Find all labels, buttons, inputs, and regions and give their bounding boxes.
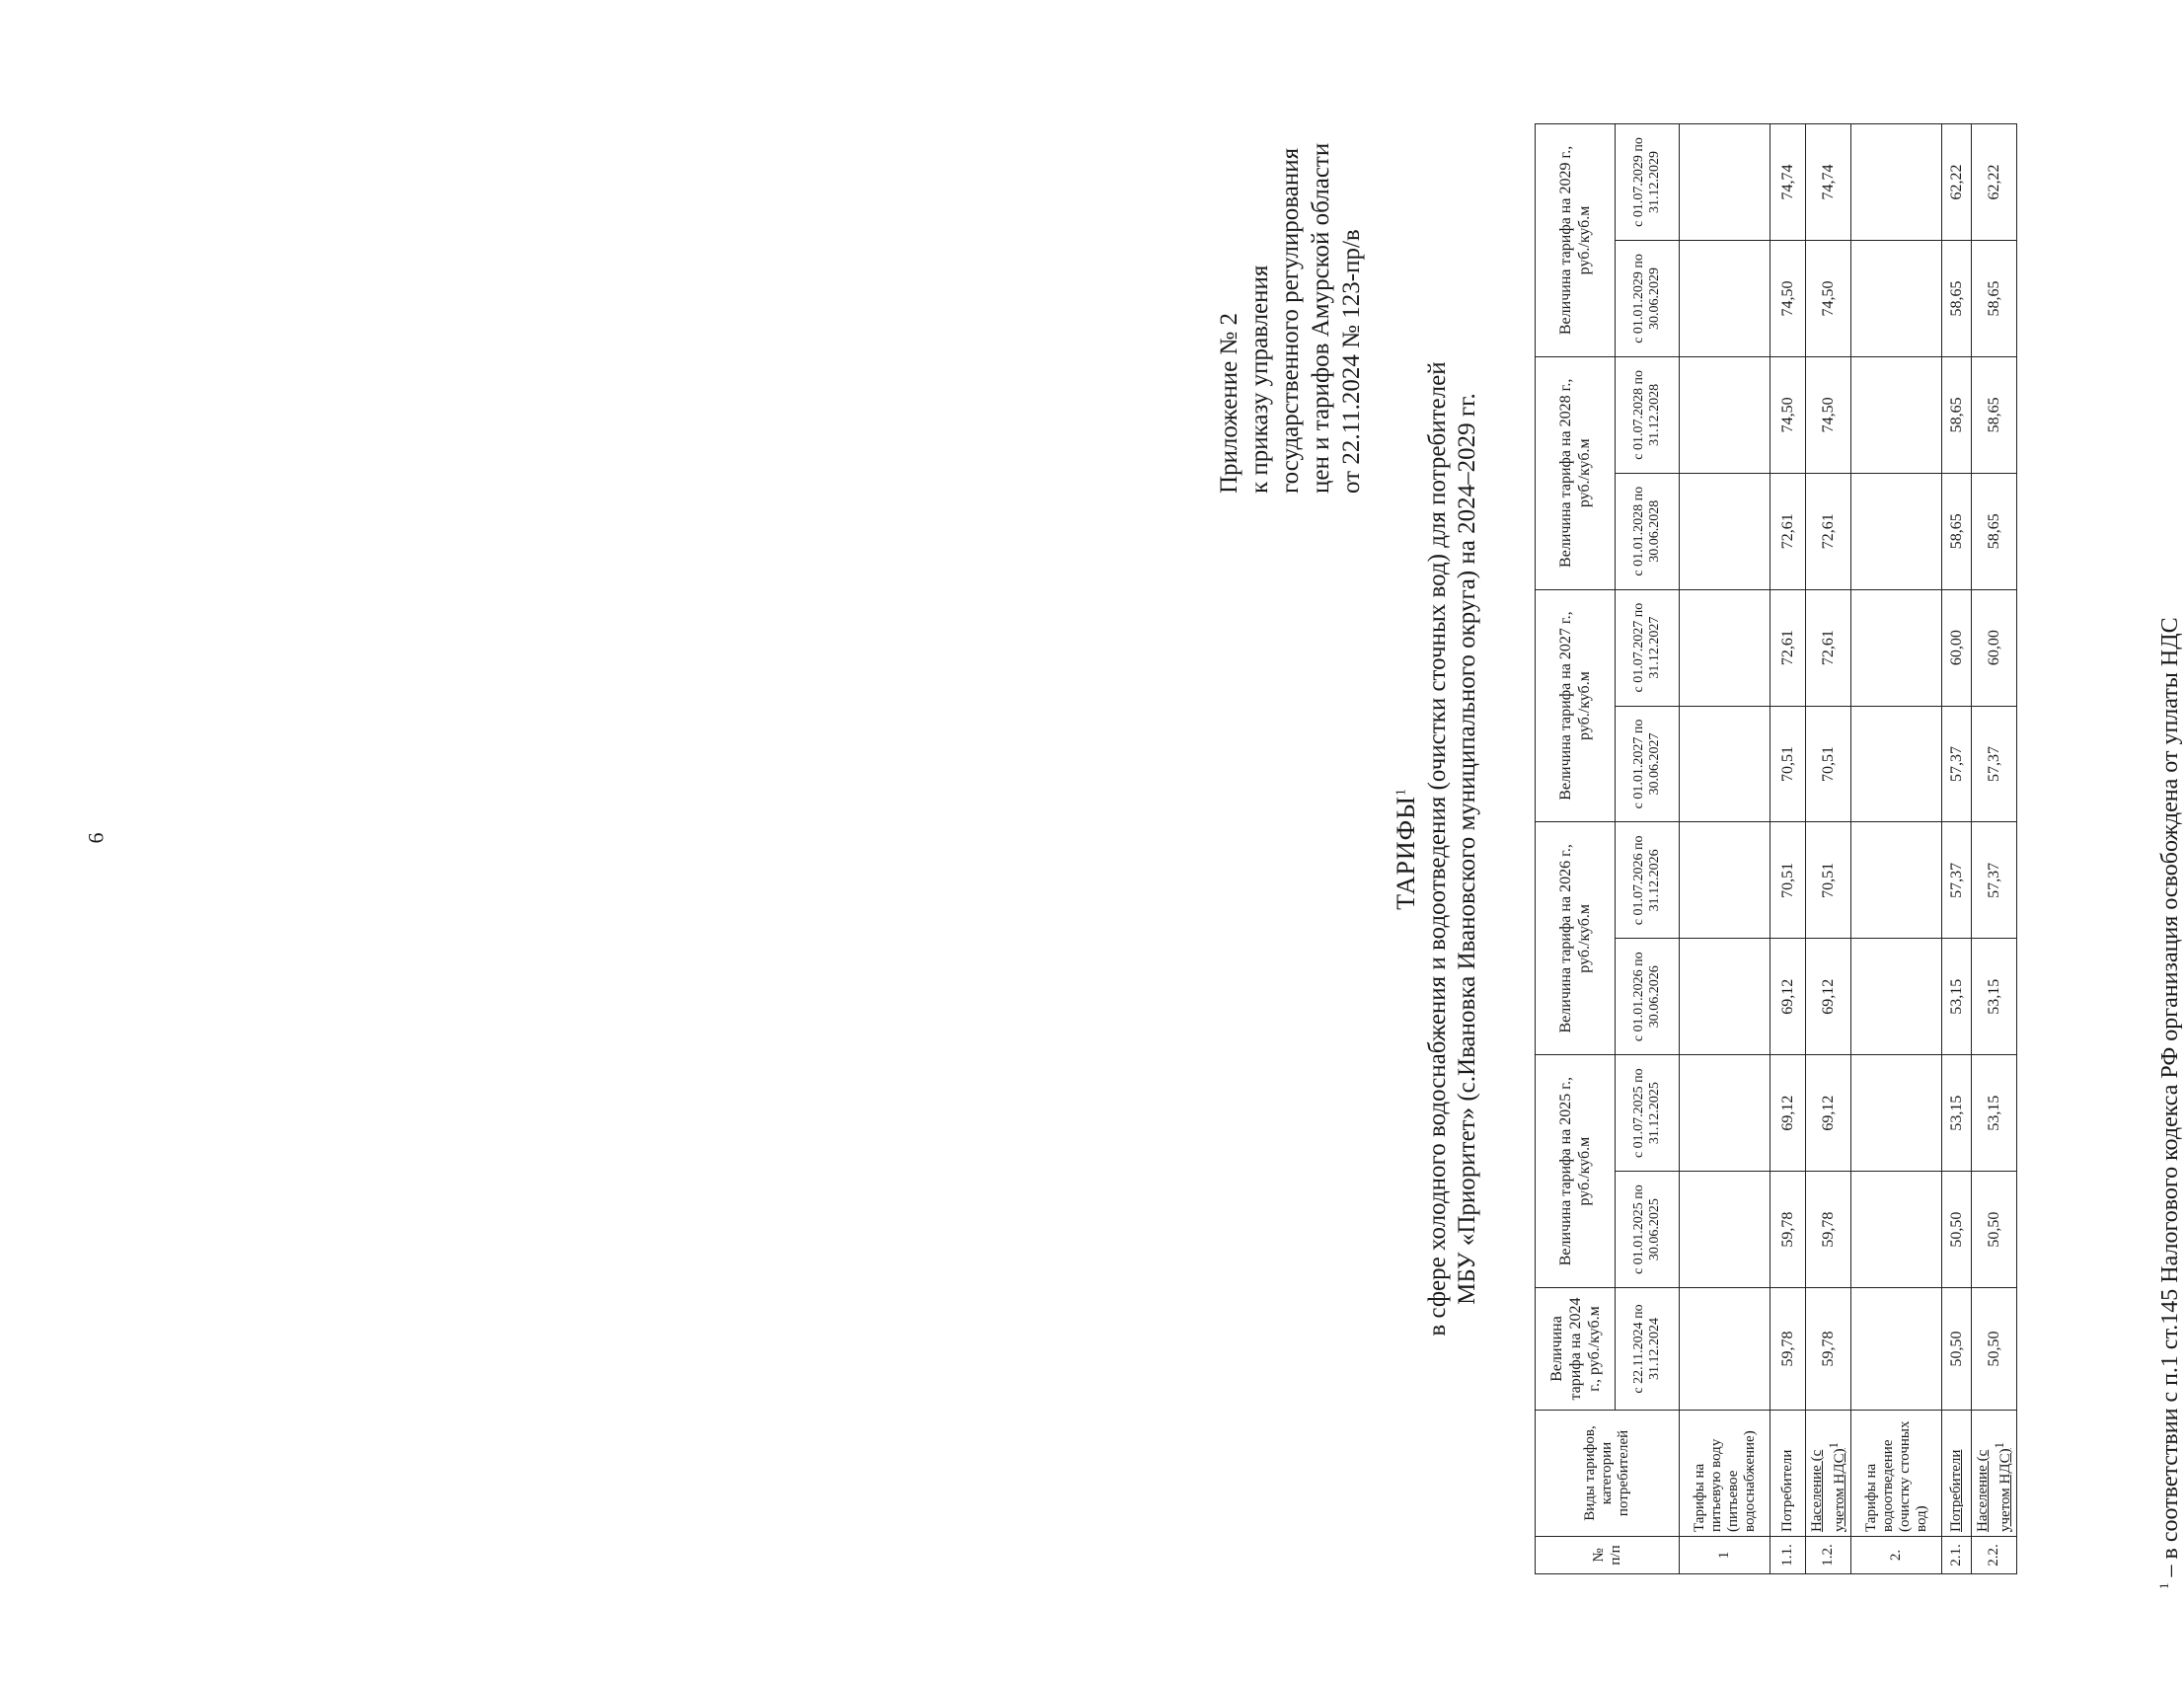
value-cell: 72,61: [1806, 473, 1851, 589]
row-name: Потребители: [1770, 1411, 1806, 1537]
period-cell: с 01.07.2028 по 31.12.2028: [1616, 356, 1680, 473]
period-cell: с 01.07.2025 по 31.12.2025: [1616, 1055, 1680, 1172]
value-cell: 69,12: [1806, 939, 1851, 1055]
row-num: 1.2.: [1806, 1537, 1851, 1574]
value-cell: 62,22: [1942, 124, 1972, 241]
header-2025: Величина тарифа на 2025 г., руб./куб.м: [1536, 1055, 1616, 1288]
subtitle-line: МБУ «Приоритет» (с.Ивановка Ивановского муниципального округа) на 2024–2029 гг.: [1454, 393, 1480, 1305]
header-2026: Величина тарифа на 2026 г., руб./куб.м: [1536, 822, 1616, 1055]
row-num: 2.: [1851, 1537, 1942, 1574]
value-cell: 53,15: [1972, 1055, 2017, 1172]
value-cell: 69,12: [1770, 939, 1806, 1055]
value-cell: [1851, 240, 1942, 356]
value-cell: 58,65: [1972, 240, 2017, 356]
value-cell: [1680, 473, 1770, 589]
header-2027: Величина тарифа на 2027 г., руб./куб.м: [1536, 589, 1616, 822]
value-cell: 74,50: [1770, 356, 1806, 473]
value-cell: 50,50: [1972, 1172, 2017, 1288]
table-row: [1972, 124, 2017, 1574]
value-cell: 72,61: [1770, 589, 1806, 706]
value-cell: 74,50: [1806, 240, 1851, 356]
value-cell: 58,65: [1972, 356, 2017, 473]
row-num: 1.1.: [1770, 1537, 1806, 1574]
row-name: Население (с учетом НДС)$^1$: [1806, 1411, 1851, 1537]
value-cell: 57,37: [1942, 822, 1972, 939]
value-cell: [1680, 939, 1770, 1055]
appendix-line: от 22.11.2024 № 123-пр/в: [1338, 229, 1365, 494]
row-name: Тарифы на водоотведение (очистку сточных вод): [1851, 1411, 1942, 1537]
table-header-row: [1536, 124, 1616, 1574]
appendix-line: Приложение № 2: [1216, 312, 1243, 494]
value-cell: [1680, 589, 1770, 706]
footnote-mark: 1: [1393, 788, 1409, 797]
value-cell: 50,50: [1942, 1172, 1972, 1288]
footnote: [2156, 109, 2184, 1589]
header-2028: Величина тарифа на 2028 г., руб./куб.м: [1536, 356, 1616, 589]
row-name: Потребители: [1942, 1411, 1972, 1537]
value-cell: [1851, 473, 1942, 589]
value-cell: [1680, 706, 1770, 822]
value-cell: 72,61: [1806, 589, 1851, 706]
header-2024: Величина тарифа на 2024 г., руб./куб.м: [1536, 1288, 1616, 1411]
appendix-block: [1214, 118, 1367, 494]
value-cell: 59,78: [1770, 1172, 1806, 1288]
value-cell: 59,78: [1770, 1288, 1806, 1411]
table-period-row: [1616, 124, 1680, 1574]
value-cell: 57,37: [1942, 706, 1972, 822]
value-cell: 74,50: [1806, 356, 1851, 473]
period-cell: с 01.07.2027 по 31.12.2027: [1616, 589, 1680, 706]
header-type: Виды тарифов, категории потребителей: [1536, 1411, 1680, 1537]
footnote-mark: 1: [1826, 1442, 1841, 1449]
row-num: 1: [1680, 1537, 1770, 1574]
value-cell: 50,50: [1942, 1288, 1972, 1411]
value-cell: 70,51: [1806, 822, 1851, 939]
value-cell: 59,78: [1806, 1172, 1851, 1288]
value-cell: 50,50: [1972, 1288, 2017, 1411]
value-cell: 57,37: [1972, 706, 2017, 822]
value-cell: 60,00: [1972, 589, 2017, 706]
value-cell: 53,15: [1942, 939, 1972, 1055]
period-cell: с 01.01.2025 по 30.06.2025: [1616, 1172, 1680, 1288]
value-cell: [1680, 822, 1770, 939]
value-cell: 58,65: [1942, 356, 1972, 473]
value-cell: [1851, 356, 1942, 473]
footnote-mark: 1: [2156, 1582, 2171, 1589]
period-cell: с 01.01.2027 по 30.06.2027: [1616, 706, 1680, 822]
value-cell: [1680, 240, 1770, 356]
period-cell: с 01.01.2028 по 30.06.2028: [1616, 473, 1680, 589]
document-subtitle: [1423, 109, 1482, 1589]
value-cell: 53,15: [1942, 1055, 1972, 1172]
value-cell: [1851, 939, 1942, 1055]
footnote-mark: 1: [1992, 1442, 2006, 1449]
value-cell: 58,65: [1942, 473, 1972, 589]
value-cell: 74,74: [1806, 124, 1851, 241]
value-cell: 70,51: [1806, 706, 1851, 822]
table-row: [1851, 124, 1942, 1574]
appendix-line: к приказу управления: [1246, 265, 1273, 494]
value-cell: [1851, 589, 1942, 706]
value-cell: [1851, 1055, 1942, 1172]
title-block: [1392, 109, 1482, 1589]
page-number: 6: [83, 832, 109, 844]
value-cell: [1680, 124, 1770, 241]
value-cell: 53,15: [1972, 939, 2017, 1055]
value-cell: 69,12: [1806, 1055, 1851, 1172]
value-cell: [1851, 1172, 1942, 1288]
value-cell: 57,37: [1972, 822, 2017, 939]
value-cell: [1851, 124, 1942, 241]
value-cell: [1680, 356, 1770, 473]
appendix-line: цен и тарифов Амурской области: [1308, 142, 1334, 494]
footnote-text: – в соответствии с п.1 ст.145 Налогового кодекса РФ организация освобождена от уплаты НДС: [2157, 617, 2183, 1583]
value-cell: 60,00: [1942, 589, 1972, 706]
value-cell: [1680, 1055, 1770, 1172]
value-cell: 70,51: [1770, 822, 1806, 939]
value-cell: 59,78: [1806, 1288, 1851, 1411]
value-cell: 74,50: [1770, 240, 1806, 356]
row-name: Тарифы на питьевую воду (питьевое водоснабжение): [1680, 1411, 1770, 1537]
value-cell: [1680, 1288, 1770, 1411]
table-row: [1806, 124, 1851, 1574]
subtitle-line: в сфере холодного водоснабжения и водоотведения (очистки сточных вод) для потребителей: [1424, 361, 1451, 1337]
value-cell: [1680, 1172, 1770, 1288]
value-cell: 72,61: [1770, 473, 1806, 589]
period-cell: с 22.11.2024 по 31.12.2024: [1616, 1288, 1680, 1411]
value-cell: [1851, 1288, 1942, 1411]
appendix-line: государственного регулирования: [1277, 147, 1304, 494]
value-cell: 70,51: [1770, 706, 1806, 822]
rotated-page-content: [1095, 49, 2181, 1629]
header-num: № п/п: [1536, 1537, 1680, 1574]
row-num: 2.2.: [1972, 1537, 2017, 1574]
period-cell: с 01.07.2029 по 31.12.2029: [1616, 124, 1680, 241]
value-cell: 62,22: [1972, 124, 2017, 241]
period-cell: с 01.01.2026 по 30.06.2026: [1616, 939, 1680, 1055]
document-title: ТАРИФЫ$^1$: [1392, 788, 1420, 910]
value-cell: 58,65: [1972, 473, 2017, 589]
row-num: 2.1.: [1942, 1537, 1972, 1574]
table-row: [1942, 124, 1972, 1574]
value-cell: 69,12: [1770, 1055, 1806, 1172]
value-cell: [1851, 706, 1942, 822]
tariff-table: [1535, 123, 2017, 1574]
row-name: Население (с учетом НДС)$^1$: [1972, 1411, 2017, 1537]
value-cell: 74,74: [1770, 124, 1806, 241]
period-cell: с 01.01.2029 по 30.06.2029: [1616, 240, 1680, 356]
header-2029: Величина тарифа на 2029 г., руб./куб.м: [1536, 124, 1616, 357]
table-row: [1680, 124, 1770, 1574]
value-cell: [1851, 822, 1942, 939]
period-cell: с 01.07.2026 по 31.12.2026: [1616, 822, 1680, 939]
value-cell: 58,65: [1942, 240, 1972, 356]
table-row: [1770, 124, 1806, 1574]
